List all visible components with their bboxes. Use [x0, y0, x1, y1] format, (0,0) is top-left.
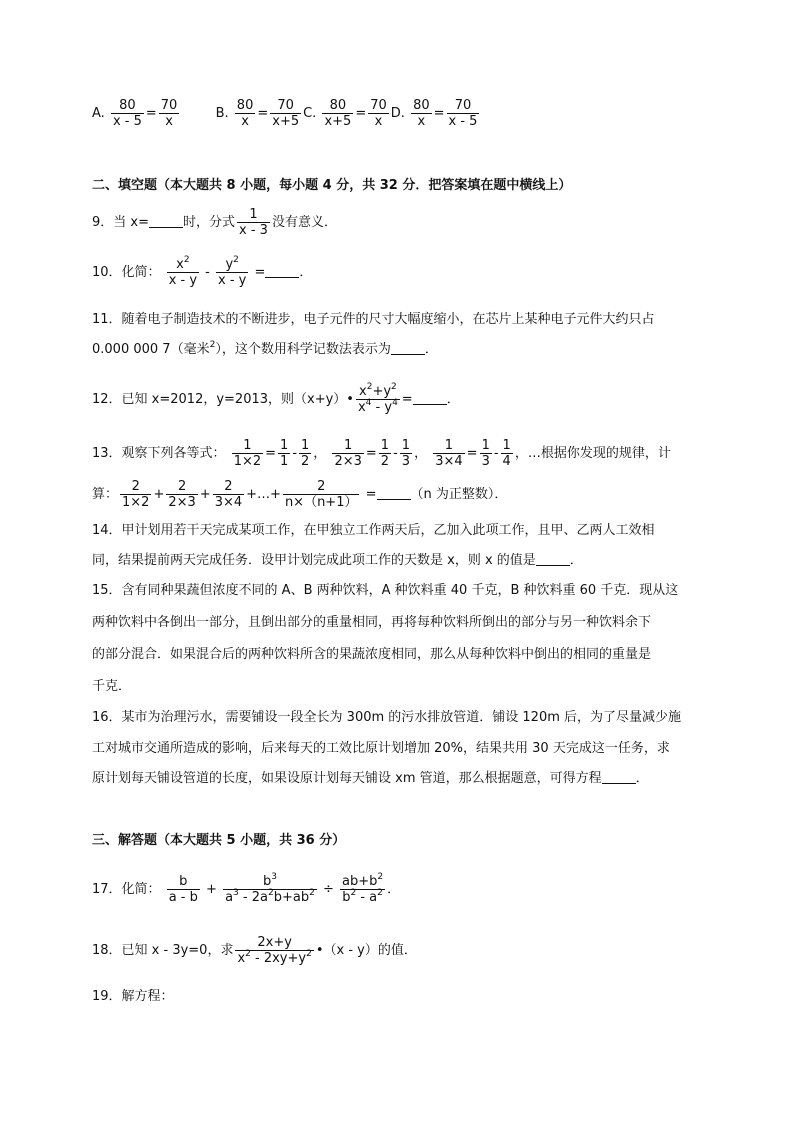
answer-blank — [536, 551, 570, 566]
question-10: 10．化简： $\frac{x^2}{x - y}$ - $\frac{y^2}{x - y}$ = ． — [92, 255, 313, 288]
question-18: 18．已知 x - 3y=0，求 $\frac{2x+y}{x^2 - 2xy+y^2}$ •（x - y）的值． — [92, 935, 417, 966]
answer-blank — [377, 485, 411, 500]
question-15-line2: 两种饮料中各倒出一部分，且倒出部分的重量相同，再将每种饮料所倒出的部分与另一种饮料余下 — [92, 615, 652, 630]
q8-options: A. $\frac{80}{x - 5}$ = $\frac{70}{x}$ B. $\frac{80}{x}$ = $\frac{70}{x+5}$ C. $\frac{80}{x+5}$ = $\frac{70}{x}$ D. $\frac{80}{x}$ = $\frac{70}{x - 5}$ — [92, 98, 478, 129]
q9-fraction: $\frac{1}{x - 3}$ — [239, 207, 268, 238]
option-d-frac1: $\frac{80}{x}$ — [413, 98, 430, 129]
section3-heading: 三、解答题（本大题共 5 小题，共 36 分） — [92, 833, 346, 848]
q17-fraction-1: $\frac{b}{a - b}$ — [168, 874, 198, 905]
option-b-label: B. — [215, 106, 229, 121]
q18-fraction: $\frac{2x+y}{x^2 - 2xy+y^2}$ — [237, 935, 312, 966]
question-13-line2: 算： $\frac{2}{1\times 2}$ + $\frac{2}{2\times 3}$ + $\frac{2}{3\times 4}$ +…+ $\frac{2}{n\times(n+1)}$ = （n 为正整数）． — [92, 479, 508, 510]
option-c-frac2: $\frac{70}{x}$ — [370, 98, 387, 129]
q10-fraction-2: $\frac{y^2}{x - y}$ — [218, 255, 247, 288]
option-a-frac1: $\frac{80}{x - 5}$ — [112, 98, 142, 129]
question-15-line1: 15．含有同种果蔬但浓度不同的 A、B 两种饮料，A 种饮料重 40 千克，B 种饮料重 60 千克．现从这 — [92, 583, 679, 598]
q17-fraction-2: $\frac{b^3}{a^3 - 2a^2b+ab^2}$ — [225, 872, 315, 905]
question-16-line3: 原计划每天铺设管道的长度，如果设原计划每天铺设 xm 管道，那么根据题意，可得方程 ． — [92, 771, 649, 786]
question-11-line2: 0.000 000 7（毫米$^2$），这个数用科学记数法表示为 ． — [92, 340, 438, 357]
option-a-label: A. — [92, 106, 105, 121]
option-c-frac1: $\frac{80}{x+5}$ — [324, 98, 352, 129]
question-15-line3: 的部分混合．如果混合后的两种饮料所含的果蔬浓度相同，那么从每种饮料中倒出的相同的重量是 — [92, 647, 652, 662]
question-17: 17．化简： $\frac{b}{a - b}$ + $\frac{b^3}{a^3 - 2a^2b+ab^2}$ ÷ $\frac{ab+b^2}{b^2 - a^2}$ ． — [92, 872, 401, 905]
question-11-line1: 11．随着电子制造技术的不断进步，电子元件的尺寸大幅度缩小，在芯片上某种电子元件大约只占 — [92, 312, 655, 327]
option-c-label: C. — [303, 106, 317, 121]
question-13-line1: 13．观察下列各等式： $\frac{1}{1\times 2}$ = $\frac{1}{1}$ - $\frac{1}{2}$ ， $\frac{1}{2\times 3}$ = $\frac{1}{2}$ - $\frac{1}{3}$ ， $\frac{1}{3\times 4}$ = $\frac{1}{3}$ - $\frac{1}{4}$ ，…根据你发现的规律，计 — [92, 438, 671, 469]
question-14-line2: 同，结果提前两天完成任务．设甲计划完成此项工作的天数是 x，则 x 的值是 ． — [92, 553, 583, 568]
answer-blank — [602, 769, 636, 784]
question-19: 19．解方程： — [92, 989, 174, 1004]
question-9: 9．当 x= 时，分式 $\frac{1}{x - 3}$ 没有意义． — [92, 207, 337, 238]
option-b-frac2: $\frac{70}{x+5}$ — [272, 98, 300, 129]
q10-fraction-1: $\frac{x^2}{x - y}$ — [168, 255, 198, 288]
q12-fraction: $\frac{x^2+y^2}{x^4 - y^4}$ — [357, 382, 398, 415]
q17-fraction-3: $\frac{ab+b^2}{b^2 - a^2}$ — [342, 872, 384, 905]
option-a-frac2: $\frac{70}{x}$ — [160, 98, 178, 129]
answer-blank — [413, 390, 447, 405]
option-b-frac1: $\frac{80}{x}$ — [236, 98, 254, 129]
question-16-line1: 16．某市为治理污水，需要铺设一段全长为 300m 的污水排放管道．铺设 120m 后，为了尽量减少施 — [92, 710, 682, 725]
option-d-label: D. — [390, 106, 405, 121]
question-16-line2: 工对城市交通所造成的影响，后来每天的工效比原计划增加 20%，结果共用 30 天完成这一任务，求 — [92, 741, 670, 756]
question-14-line1: 14．甲计划用若干天完成某项工作，在甲独立工作两天后，乙加入此项工作，且甲、乙两人工效相 — [92, 523, 655, 538]
answer-blank — [265, 263, 299, 278]
option-d-frac2: $\frac{70}{x - 5}$ — [448, 98, 478, 129]
section2-heading: 二、填空题（本大题共 8 小题，每小题 4 分，共 32 分．把答案填在题中横线上） — [92, 178, 572, 193]
question-15-line4: 千克． — [92, 679, 132, 694]
question-12: 12．已知 x=2012，y=2013，则（x+y）• $\frac{x^2+y^2}{x^4 - y^4}$ = ． — [92, 382, 460, 415]
answer-blank — [149, 213, 183, 228]
answer-blank — [391, 340, 425, 355]
